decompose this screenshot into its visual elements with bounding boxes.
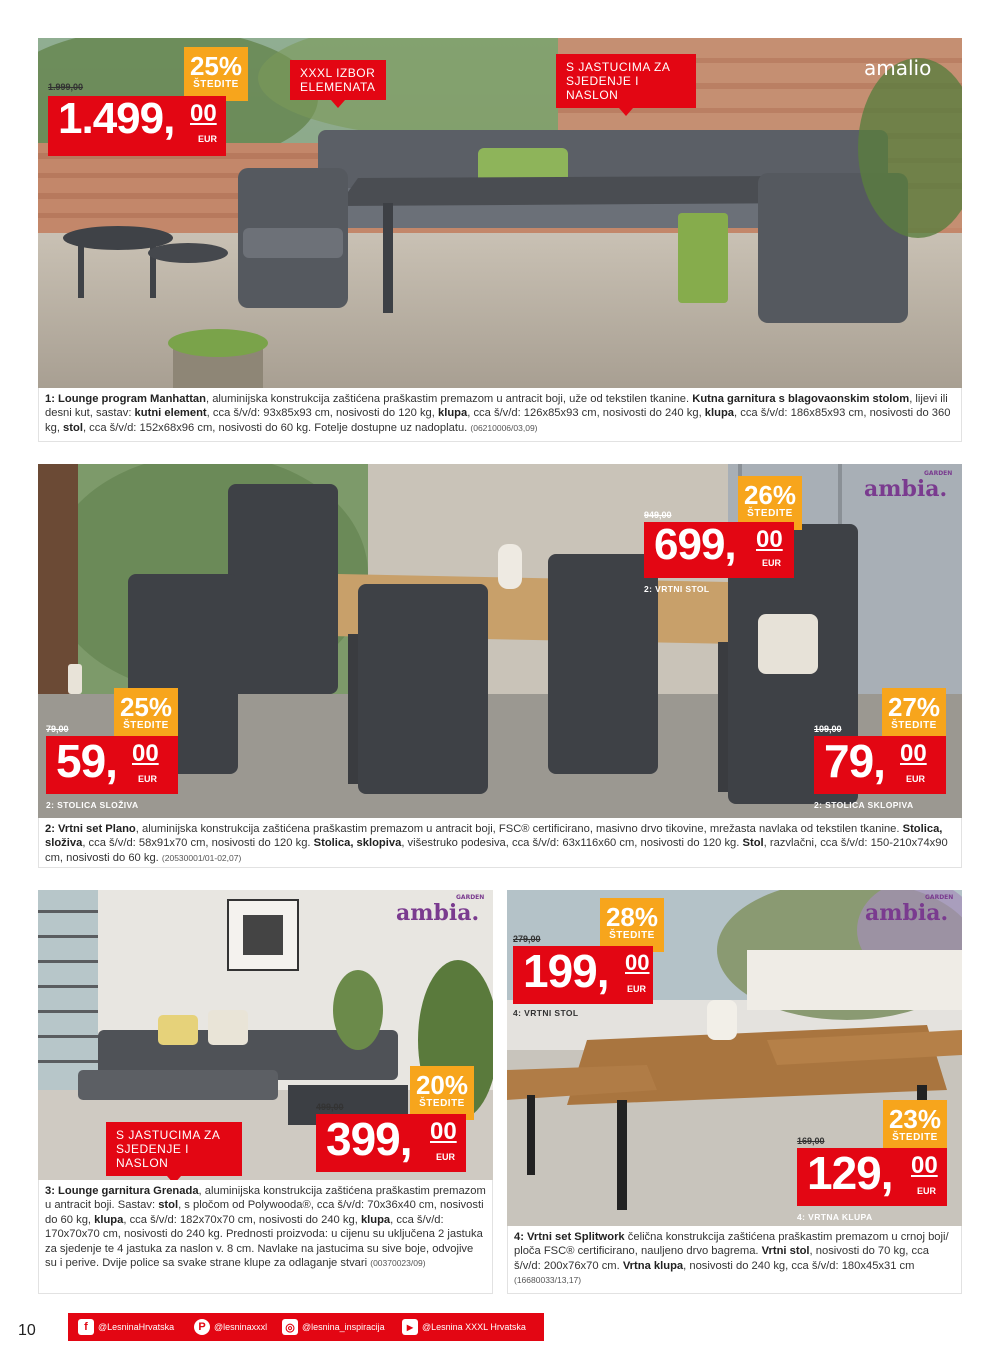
desc-text: , aluminijska konstrukcija zaštićena praškastim premazom u antracit boji. Sastav:	[45, 1185, 486, 1212]
product-panel-2	[38, 464, 962, 818]
discount-label: ŠTEDITE	[892, 1132, 938, 1143]
desc-bold: 3: Lounge garnitura Grenada	[45, 1185, 199, 1197]
youtube-icon: ▶	[402, 1319, 418, 1335]
discount-label: ŠTEDITE	[123, 720, 169, 731]
desc-bold: Vrtni stol	[761, 1245, 810, 1258]
brand-logo	[864, 470, 953, 502]
social-youtube[interactable]	[402, 1318, 526, 1336]
article-code: (00370023/09)	[370, 1258, 426, 1269]
price-decimal: 00	[756, 526, 783, 553]
desc-bold: Vrtna klupa	[622, 1259, 684, 1272]
price-decimal: 00	[911, 1152, 938, 1179]
manhattan-lounge-photo	[38, 38, 962, 388]
desc-text: , razvlačni, cca š/v/d: 150-210x74x90 cm, nosivosti do 60 kg.	[45, 837, 948, 864]
price-box	[48, 96, 226, 156]
discount-label: ŠTEDITE	[193, 79, 239, 90]
price-integer: 399,	[326, 1113, 412, 1165]
product-description	[38, 818, 962, 868]
discount-badge	[883, 1100, 947, 1154]
old-price: 109,00	[814, 724, 842, 734]
article-code: (06210006/03,09)	[470, 422, 538, 433]
product-description	[38, 1180, 493, 1294]
brand-name: ambia.	[865, 900, 949, 926]
price-box	[316, 1114, 466, 1172]
brand-logo	[865, 894, 954, 926]
discount-percent: 28%	[605, 902, 659, 932]
discount-percent: 25%	[119, 692, 173, 722]
social-label: @LesninaHrvatska	[98, 1322, 175, 1332]
desc-text: , cca š/v/d: 170x70x70 cm, nosivosti do 240 kg. Prednosti proizvoda: u cijenu su uključena 2 jastuka za sjedenje te 4 jastuka za naslon v. 8 cm. Navlake na jastucima su sive boje, odvojive su i perive. Dvije police sa svake strane klupe za odlaganje stvari	[45, 1213, 483, 1270]
currency: EUR	[762, 558, 782, 568]
desc-text: , cca š/v/d: 93x85x93 cm, nosivosti do 120 kg,	[206, 407, 438, 420]
desc-bold: Kutna garnitura s blagovaonskim stolom	[692, 393, 910, 405]
price-decimal: 00	[430, 1118, 457, 1145]
old-price: 499,00	[316, 1102, 344, 1112]
desc-bold: 4: Vrtni set Splitwork	[514, 1231, 625, 1243]
discount-percent: 27%	[887, 692, 941, 722]
old-price: 1.999,00	[48, 82, 84, 92]
brand-sub: GARDEN	[924, 470, 953, 477]
discount-percent: 25%	[189, 51, 243, 81]
desc-text: , nosivosti do 240 kg, cca š/v/d: 180x45x31 cm	[683, 1259, 915, 1272]
price-box	[797, 1148, 947, 1206]
discount-badge	[410, 1066, 474, 1120]
discount-label: ŠTEDITE	[747, 508, 793, 519]
desc-bold: Stolica, sklopiva	[313, 837, 402, 850]
price-integer: 199,	[523, 945, 609, 997]
desc-bold: klupa	[94, 1213, 124, 1226]
old-price: 949,00	[644, 510, 672, 520]
desc-text: čelična konstrukcija zaštićena praškastim premazom u crnoj boji/ ploča FSC® certificirano, nauljeno drvo bagrema.	[514, 1231, 949, 1258]
desc-bold: stol	[63, 421, 83, 434]
price-decimal: 00	[625, 950, 650, 975]
currency: EUR	[627, 984, 647, 994]
old-price: 79,00	[46, 724, 69, 734]
desc-text: , cca š/v/d: 182x70x70 cm, nosivosti do 240 kg,	[123, 1213, 361, 1226]
desc-bold: klupa	[360, 1213, 391, 1226]
product-tag: 2: VRTNI STOL	[644, 584, 710, 594]
currency: EUR	[917, 1186, 937, 1196]
product-tag: 2: STOLICA SKLOPIVA	[814, 800, 914, 810]
desc-text: , nosivosti do 70 kg, cca š/v/d: 200x76x70 cm.	[514, 1245, 929, 1272]
social-pinterest[interactable]	[194, 1318, 267, 1336]
discount-percent: 23%	[888, 1104, 942, 1134]
instagram-icon: ◎	[282, 1319, 298, 1335]
currency: EUR	[436, 1152, 456, 1162]
product-panel-3	[38, 890, 493, 1180]
price-box	[513, 946, 653, 1004]
brand-sub: GARDEN	[456, 894, 485, 901]
social-footer	[68, 1313, 544, 1341]
price-integer: 1.499,	[58, 94, 175, 143]
page-number: 10	[18, 1322, 36, 1339]
article-code: (20530001/01-02,07)	[161, 852, 242, 863]
desc-bold: klupa	[438, 407, 468, 420]
discount-label: ŠTEDITE	[419, 1098, 465, 1109]
currency: EUR	[906, 774, 926, 784]
facebook-icon: f	[78, 1319, 94, 1335]
brand-logo	[396, 894, 485, 926]
price-box	[46, 736, 178, 794]
product-description	[38, 388, 962, 442]
price-box	[814, 736, 946, 794]
currency: EUR	[198, 134, 218, 144]
discount-percent: 20%	[415, 1070, 469, 1100]
desc-text: , cca š/v/d: 186x85x93 cm, nosivosti do 360 kg,	[45, 407, 951, 434]
pinterest-icon: P	[194, 1319, 210, 1335]
price-decimal: 00	[900, 740, 927, 767]
social-label: @Lesnina XXXL Hrvatska	[422, 1322, 526, 1332]
discount-badge	[184, 47, 248, 101]
feature-note: XXXL IZBOR ELEMENATA	[290, 60, 386, 100]
price-decimal: 00	[132, 740, 159, 767]
product-description	[507, 1226, 962, 1294]
currency: EUR	[138, 774, 158, 784]
desc-text: , cca š/v/d: 58x91x70 cm, nosivosti do 120 kg.	[82, 837, 314, 850]
brand-name: ambia.	[864, 476, 948, 502]
old-price: 169,00	[797, 1136, 825, 1146]
product-tag: 4: VRTNA KLUPA	[797, 1212, 873, 1222]
price-decimal: 00	[190, 100, 217, 127]
price-integer: 59,	[56, 735, 117, 787]
feature-note: S JASTUCIMA ZA SJEDENJE I NASLON	[556, 54, 696, 108]
desc-bold: 2: Vrtni set Plano	[45, 823, 136, 835]
desc-text: , aluminijska konstrukcija zaštićena praškastim premazom u antracit boji, uže od tekstilen tkanine.	[205, 393, 693, 405]
price-integer: 699,	[654, 520, 736, 569]
price-integer: 129,	[807, 1147, 893, 1199]
product-panel-4	[507, 890, 962, 1226]
product-tag: 2: STOLICA SLOŽIVA	[46, 800, 139, 810]
feature-note: S JASTUCIMA ZA SJEDENJE I NASLON	[106, 1122, 242, 1176]
social-label: @lesninaxxxl	[214, 1322, 268, 1332]
desc-text: , lijevi ili desni kut, sastav:	[45, 393, 948, 420]
desc-bold: Stolica, složiva	[45, 823, 943, 850]
desc-bold: klupa	[704, 407, 735, 420]
desc-text: , cca š/v/d: 152x68x96 cm, nosivosti do 60 kg. Fotelje dostupne uz nadoplatu.	[82, 421, 471, 434]
desc-text: , aluminijska konstrukcija zaštićena praškastim premazom u antracit boji, FSC® certificirano, masivno drvo tikovine, mrežasta navlaka od tekstilen tkanine.	[135, 823, 903, 835]
product-tag: 4: VRTNI STOL	[513, 1008, 579, 1018]
social-instagram[interactable]	[282, 1318, 385, 1336]
brand-logo: amalio	[864, 56, 932, 80]
desc-text: , s pločom od Polywooda®, cca š/v/d: 70x36x40 cm, nosivosti do 60 kg,	[45, 1199, 484, 1226]
discount-badge	[882, 688, 946, 742]
desc-bold: stol	[158, 1199, 179, 1212]
desc-text: , cca š/v/d: 126x85x93 cm, nosivosti do 240 kg,	[467, 407, 705, 420]
brand-sub: GARDEN	[925, 894, 954, 901]
social-facebook[interactable]	[78, 1318, 174, 1336]
price-box	[644, 522, 794, 578]
brand-name: ambia.	[396, 900, 480, 926]
discount-badge	[600, 898, 664, 952]
social-label: @lesnina_inspiracija	[302, 1322, 385, 1332]
discount-label: ŠTEDITE	[609, 930, 655, 941]
desc-bold: kutni element	[134, 407, 207, 420]
discount-percent: 26%	[743, 480, 797, 510]
discount-label: ŠTEDITE	[891, 720, 937, 731]
product-panel-1	[38, 38, 962, 388]
desc-bold: Stol	[742, 837, 764, 850]
desc-text: , višestruko podesiva, cca š/v/d: 63x116x60 cm, nosivosti do 120 kg.	[401, 837, 743, 850]
discount-badge	[114, 688, 178, 742]
old-price: 279,00	[513, 934, 541, 944]
desc-bold: 1: Lounge program Manhattan	[45, 393, 206, 405]
article-code: (16680033/13,17)	[514, 1275, 582, 1286]
price-integer: 79,	[824, 735, 885, 787]
